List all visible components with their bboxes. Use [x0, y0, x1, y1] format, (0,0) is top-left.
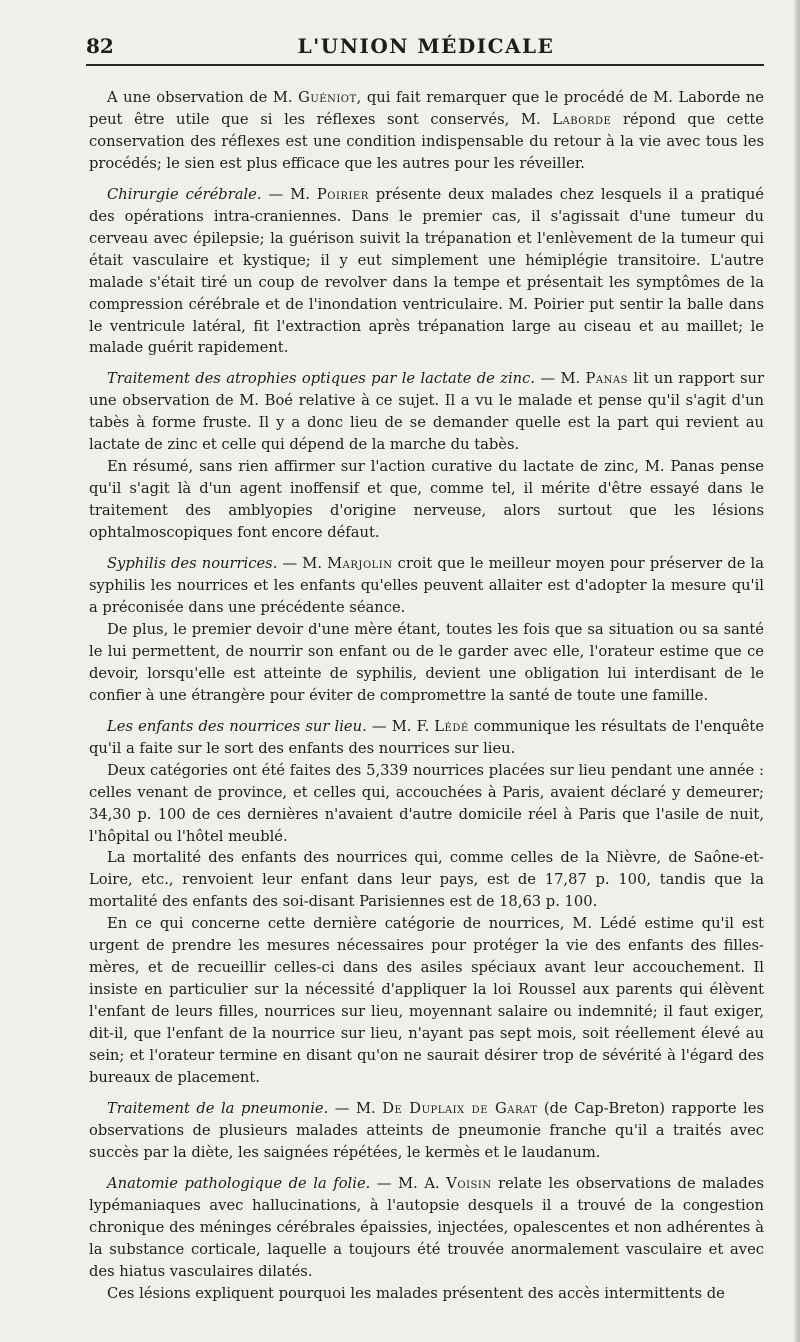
section-heading: Anatomie pathologique de la folie.	[107, 1174, 371, 1192]
text-run: — M. F.	[366, 717, 435, 735]
page-header	[86, 34, 766, 66]
body-text	[89, 87, 764, 1305]
text-run: — M.	[328, 1099, 383, 1117]
section-paragraph	[89, 1098, 764, 1164]
text-run: , qui fait remarquer que le procédé de M. Laborde ne peut être utile que si les réflexes sont conservés, M.	[89, 89, 764, 128]
author-name: Panas	[585, 370, 628, 388]
section-heading: Traitement des atrophies optiques par le lactate de zinc.	[107, 370, 536, 388]
text-run: En ce qui concerne cette dernière catégorie de nourrices, M. Lédé estime qu'il est urgent de prendre les mesures nécessaires pour protéger la vie des enfants des filles-mères, et de recueillir celles-ci dans des asiles spéciaux avant leur accouchement. Il insiste en particulier sur la nécessité d'appliquer la loi Roussel aux parents qui élèvent l'enfant de leurs filles, nourrices sur lieu, moyennant salaire ou indemnité; il faut exiger, dit-il, que l'enfant de la nourrice sur lieu, n'ayant pas sept mois, soit réellement élevé au sein; et l'orateur termine en disant qu'on ne saurait désirer trop de sévérité à l'égard des bureaux de placement.	[89, 915, 764, 1086]
text-run: — M.	[277, 555, 328, 573]
text-run: De plus, le premier devoir d'une mère étant, toutes les fois que sa situation ou sa santé le lui permettent, de nourrir son enfant ou de le garder avec elle, l'orateur estime que ce devoir, lorsqu'elle est atteinte de syphilis, devient une obligation lui interdisant de le confier à une étrangère pour éviter de compromettre la santé de toute une famille.	[89, 620, 764, 704]
text-run: Deux catégories ont été faites des 5,339 nourrices placées sur lieu pendant une année : celles venant de province, et celles qui, accouchées à Paris, avaient déclaré y demeurer; 34,30 p. 100 de ces dernières n'avaient d'autre domicile réel à Paris que l'asile de nuit, l'hôpital ou l'hôtel meublé.	[89, 761, 764, 845]
paragraph	[89, 456, 764, 544]
author-name: De Duplaix de Garat	[382, 1099, 538, 1117]
text-run: A une observation de M.	[107, 89, 299, 106]
text-run: Ces lésions expliquent pourquoi les malades présentent des accès intermittents de	[107, 1284, 725, 1302]
paragraph	[89, 1283, 764, 1305]
section-paragraph	[89, 184, 764, 360]
text-run: La mortalité des enfants des nourrices qui, comme celles de la Nièvre, de Saône-et-Loire, etc., renvoient leur enfant dans leur pays, est de 17,87 p. 100, tandis que la mortalité des enfants des soi-disant Parisiennes est de 18,63 p. 100.	[89, 849, 764, 911]
running-title: L'UNION MÉDICALE	[297, 34, 555, 58]
section-heading: Traitement de la pneumonie.	[107, 1099, 329, 1117]
paragraph	[89, 619, 764, 707]
author-name: Voisin	[446, 1174, 492, 1192]
text-run: communique les résultats de l'enquête qu'il a faite sur le sort des enfants des nourrices sur lieu.	[89, 717, 765, 757]
section-paragraph	[89, 368, 764, 456]
text-run: répond que cette conservation des réflexes est une condition indispensable du retour à la vie avec tous les procédés; le sien est plus efficace que les autres pour les réveiller.	[89, 110, 764, 172]
text-run: croit que le meilleur moyen pour préserver de la syphilis les nourrices et les enfants qu'elles peuvent allaiter est d'adopter la mesure qu'il a préconisée dans une précédente séance.	[89, 555, 764, 616]
text-run: (de Cap-Breton) rapporte les observations de plusieurs malades atteints de pneumonie franche qu'il a traités avec succès par la diète, les saignées répétées, le kermès et le laudanum.	[89, 1099, 765, 1161]
author-name: Marjolin	[327, 555, 393, 573]
author-name: Poirier	[316, 185, 369, 203]
header-rule	[86, 64, 764, 66]
text-run: — M.	[535, 370, 586, 388]
section-heading: Chirurgie cérébrale.	[107, 185, 262, 203]
text-run: — M. A.	[370, 1174, 447, 1192]
page-edge-shadow	[794, 0, 800, 1342]
paragraph	[89, 847, 764, 913]
paragraph	[89, 760, 764, 848]
author-name: Laborde	[552, 110, 612, 128]
page-number: 82	[86, 34, 114, 58]
author-name: Lédé	[434, 717, 469, 735]
text-run: présente deux malades chez lesquels il a pratiqué des opérations intra-craniennes. Dans le premier cas, il s'agissait d'une tumeur du cerveau avec épilepsie; la guérison suivit la trépanation et l'enlèvement de la tumeur qui était vasculaire et kystique; il y eut simplement une hémiplégie transitoire. L'autre malade s'était tiré un coup de revolver dans la tempe et présentait les symptômes de la compression cérébrale et de l'inondation ventriculaire. M. Poirier put sentir la balle dans le ventricule latéral, fit l'extraction après trépanation large au ciseau et au maillet; le malade guérit rapidement.	[89, 185, 764, 357]
section-heading: Les enfants des nourrices sur lieu.	[107, 717, 367, 735]
section-heading: Syphilis des nourrices.	[107, 555, 278, 573]
text-run: lit un rapport sur une observation de M. Boé relative à ce sujet. Il a vu le malade et pense qu'il s'agit d'un tabès à forme fruste. Il y a donc lieu de se demander quelle est la part qui revient au lactate de zinc et celle qui dépend de la marche du tabès.	[89, 370, 765, 454]
text-run: — M.	[261, 185, 317, 203]
paragraph	[89, 913, 764, 1089]
section-paragraph	[89, 553, 764, 619]
text-run: En résumé, sans rien affirmer sur l'action curative du lactate de zinc, M. Panas pense qu'il s'agit là d'un agent inoffensif et que, comme tel, il mérite d'être essayé dans le traitement des amblyopies d'origine nerveuse, alors surtout que les lésions ophtalmoscopiques font encore défaut.	[89, 458, 764, 542]
section-paragraph	[89, 716, 764, 760]
text-run: relate les observations de malades lypémaniaques avec hallucinations, à l'autopsie desquels il a trouvé de la congestion chronique des méninges cérébrales épaissies, injectées, opalescentes et non adhérentes à la substance corticale, laquelle a toujours été trouvée anormalement vasculaire et avec des hiatus vasculaires dilatés.	[89, 1174, 764, 1280]
author-name: Guéniot	[298, 89, 357, 106]
paragraph	[89, 87, 764, 175]
section-paragraph	[89, 1173, 764, 1283]
